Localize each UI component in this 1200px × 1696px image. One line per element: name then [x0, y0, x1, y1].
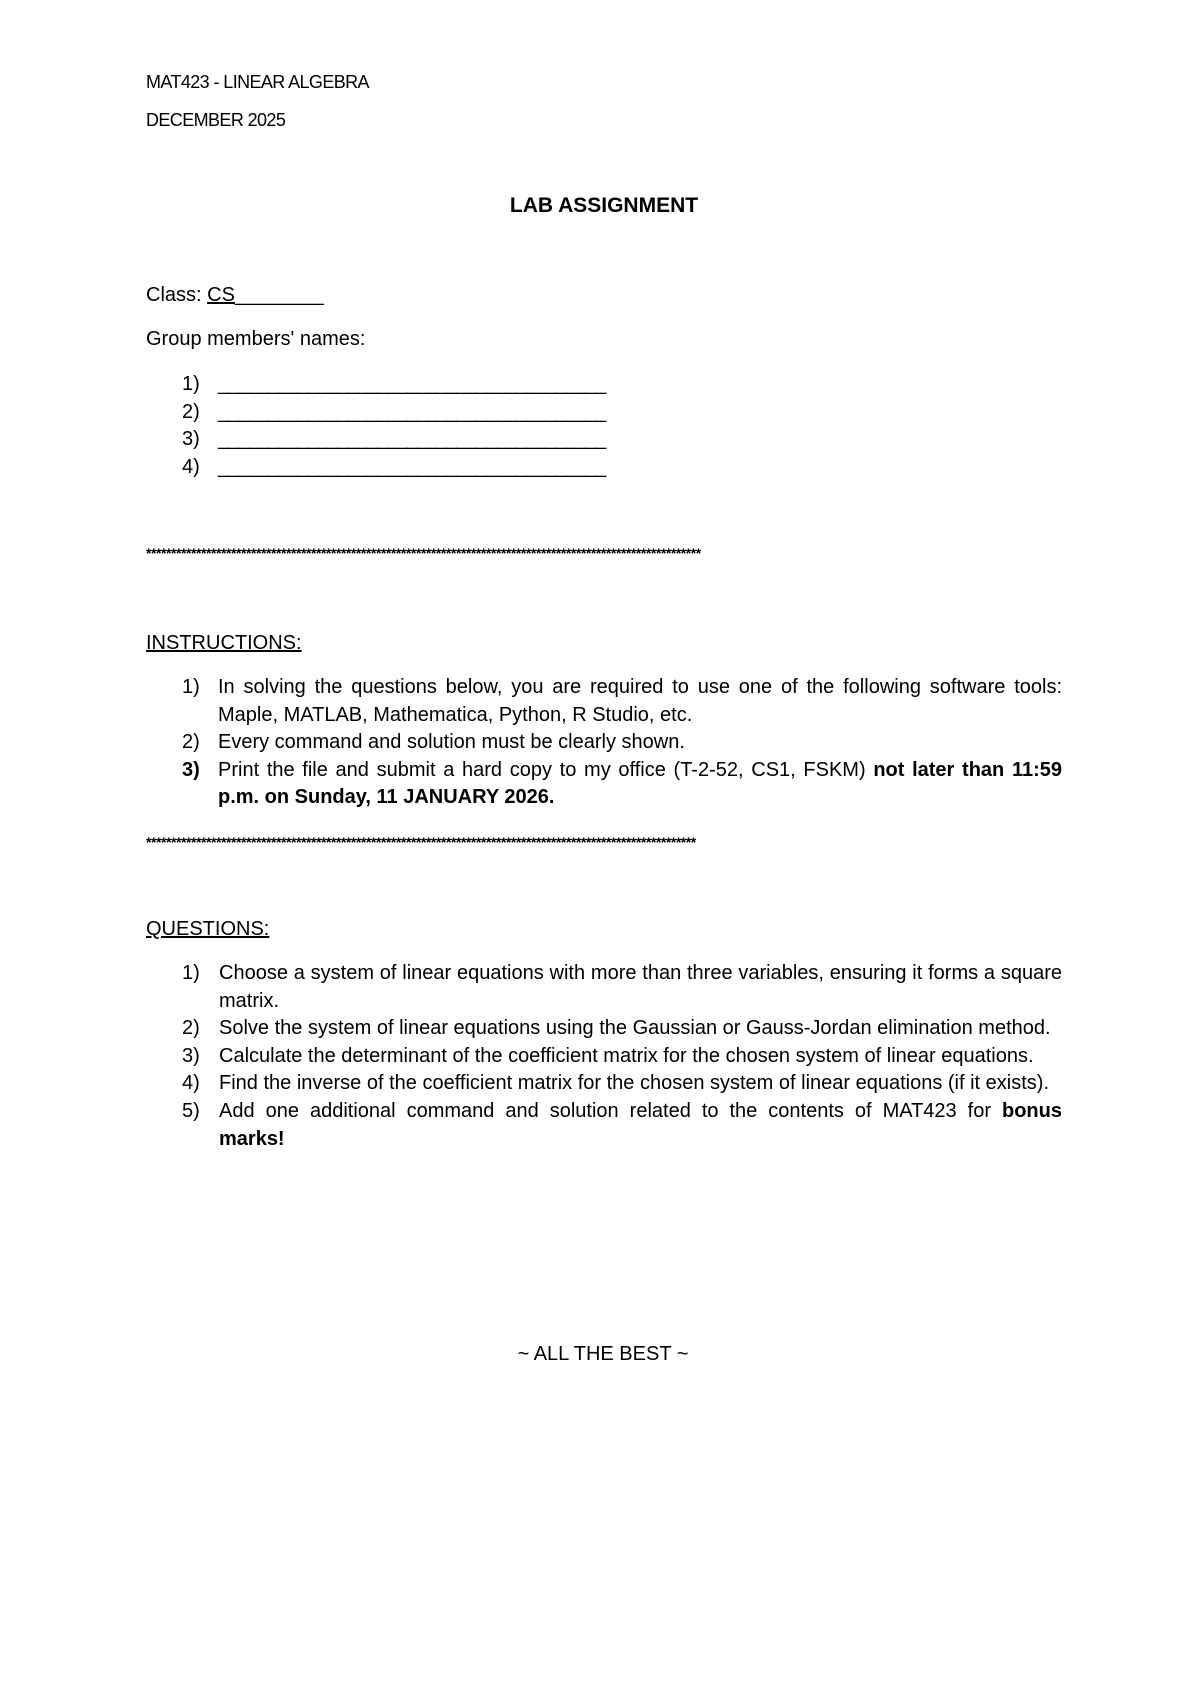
- document-date: DECEMBER 2025: [146, 110, 286, 130]
- question-item: [182, 1098, 1062, 1153]
- member-blank: _______________________________________: [218, 455, 605, 478]
- question-item: [182, 960, 1062, 1015]
- class-label: Class:: [146, 284, 208, 306]
- instruction-number: 3): [182, 758, 200, 781]
- instruction-item: [182, 729, 1062, 757]
- questions-heading: QUESTIONS:: [146, 918, 270, 940]
- question-text: Find the inverse of the coefficient matrix for the chosen system of linear equations (if it exists).: [219, 1072, 1050, 1095]
- question-text: Calculate the determinant of the coefficient matrix for the chosen system of linear equations.: [219, 1044, 1034, 1067]
- separator-line: **************************************************************************************************************: [146, 834, 696, 850]
- instruction-number: 2): [182, 731, 200, 754]
- instruction-text: Every command and solution must be clearly shown.: [218, 731, 685, 754]
- page-title: LAB ASSIGNMENT: [509, 194, 699, 217]
- question-item: [182, 1070, 1062, 1098]
- member-blank: _______________________________________: [218, 373, 605, 395]
- class-field: [146, 284, 324, 307]
- member-row: [182, 371, 722, 399]
- question-item: [182, 1043, 1062, 1071]
- question-number: 2): [182, 1017, 200, 1040]
- closing-message: ~ ALL THE BEST ~: [517, 1343, 689, 1365]
- member-row: [182, 426, 722, 454]
- question-text: Solve the system of linear equations using the Gaussian or Gauss-Jordan elimination method.: [219, 1017, 1051, 1040]
- question-text: Choose a system of linear equations with more than three variables, ensuring it forms a square matrix.: [219, 962, 1062, 1012]
- instructions-list: [182, 674, 1062, 812]
- group-members-label: Group members' names:: [146, 328, 366, 350]
- member-blank: _______________________________________: [218, 428, 605, 451]
- instruction-number: 1): [182, 676, 200, 698]
- instruction-text: In solving the questions below, you are required to use one of the following software tools: Maple, MATLAB, Mathematica, Python, R Studio, etc.: [218, 676, 1062, 726]
- member-row: [182, 399, 722, 427]
- instruction-item: [182, 674, 1062, 729]
- questions-list: [182, 960, 1062, 1153]
- course-code: MAT423 - LINEAR ALGEBRA: [146, 72, 369, 92]
- member-number: 4): [182, 455, 200, 478]
- bonus-marks-text: bonus marks!: [219, 1099, 1062, 1150]
- group-members-list: [182, 371, 722, 481]
- question-number: 5): [182, 1099, 200, 1122]
- member-number: 2): [182, 400, 200, 423]
- member-row: [182, 454, 722, 482]
- class-value: CS: [207, 284, 235, 306]
- instructions-heading: INSTRUCTIONS:: [146, 632, 302, 654]
- question-number: 1): [182, 962, 200, 984]
- separator-line: ***************************************************************************************************************: [146, 545, 701, 561]
- member-number: 3): [182, 428, 200, 451]
- question-item: [182, 1015, 1062, 1043]
- instruction-text: Print the file and submit a hard copy to my office (T-2-52, CS1, FSKM): [218, 758, 874, 781]
- class-blank: ________: [234, 284, 324, 306]
- instruction-item: [182, 757, 1062, 812]
- question-number: 3): [182, 1044, 200, 1067]
- instruction-deadline: not later than 11:59 p.m. on Sunday, 11 JANUARY 2026.: [218, 758, 1062, 809]
- question-number: 4): [182, 1072, 200, 1095]
- member-number: 1): [182, 373, 200, 395]
- question-text: Add one additional command and solution related to the contents of MAT423 for: [219, 1099, 1002, 1122]
- member-blank: _______________________________________: [218, 400, 605, 423]
